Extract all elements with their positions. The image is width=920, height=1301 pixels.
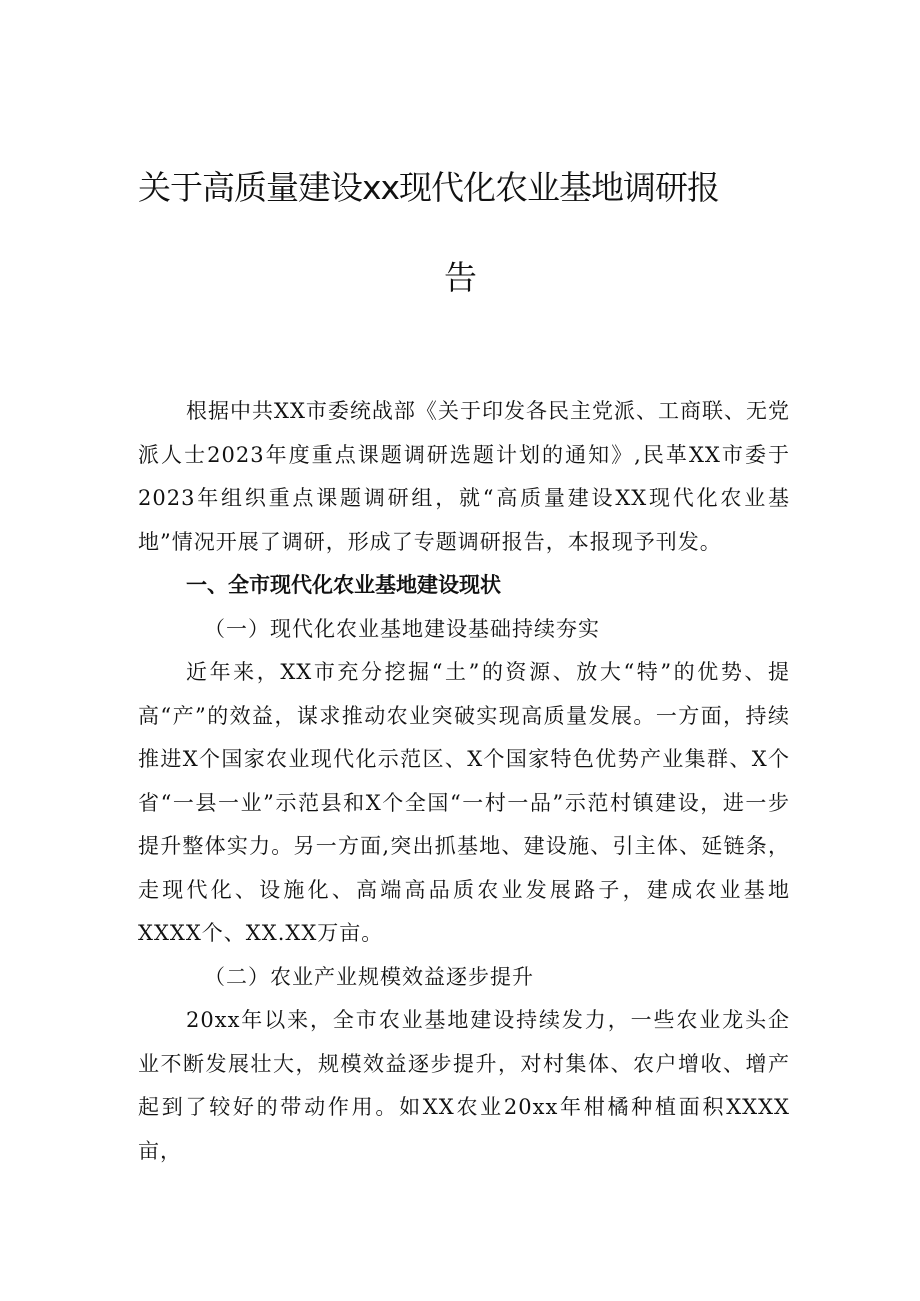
subsection-2-paragraph: 20xx年以来，全市农业基地建设持续发力，一些农业龙头企业不断发展壮大，规模效益逐步提升，对村集体、农户增收、增产起到了较好的带动作用。如XX农业20xx年柑橘种植面积XXXX亩，	[138, 1008, 790, 1163]
section-1-heading: 一、全市现代化农业基地建设现状	[186, 573, 501, 597]
subsection-2-heading: （二）农业产业规模效益逐步提升	[204, 964, 534, 989]
subsection-1-heading: （一）现代化农业基地建设基础持续夯实	[204, 616, 600, 641]
document-body	[138, 390, 790, 1173]
document-title-line-2: 告	[444, 258, 476, 297]
intro-paragraph: 根据中共XX市委统战部《关于印发各民主党派、工商联、无党派人士2023年度重点课题调研选题计划的通知》,民革XX市委于2023年组织重点课题调研组，就“高质量建设XX现代化农业基地”情况开展了调研，形成了专题调研报告，本报现予刊发。	[138, 399, 790, 554]
document-title-line-1: 关于高质量建设xx现代化农业基地调研报	[138, 168, 720, 207]
subsection-1-paragraph: 近年来，XX市充分挖掘“土”的资源、放大“特”的优势、提高“产”的效益，谋求推动农业突破实现高质量发展。一方面，持续推进X个国家农业现代化示范区、X个国家特色优势产业集群、X个省“一县一业”示范县和X个全国“一村一品”示范村镇建设，进一步提升整体实力。另一方面,突出抓基地、建设施、引主体、延链条，走现代化、设施化、高端高品质农业发展路子，建成农业基地XXXX个、XX.XX万亩。	[138, 660, 790, 945]
